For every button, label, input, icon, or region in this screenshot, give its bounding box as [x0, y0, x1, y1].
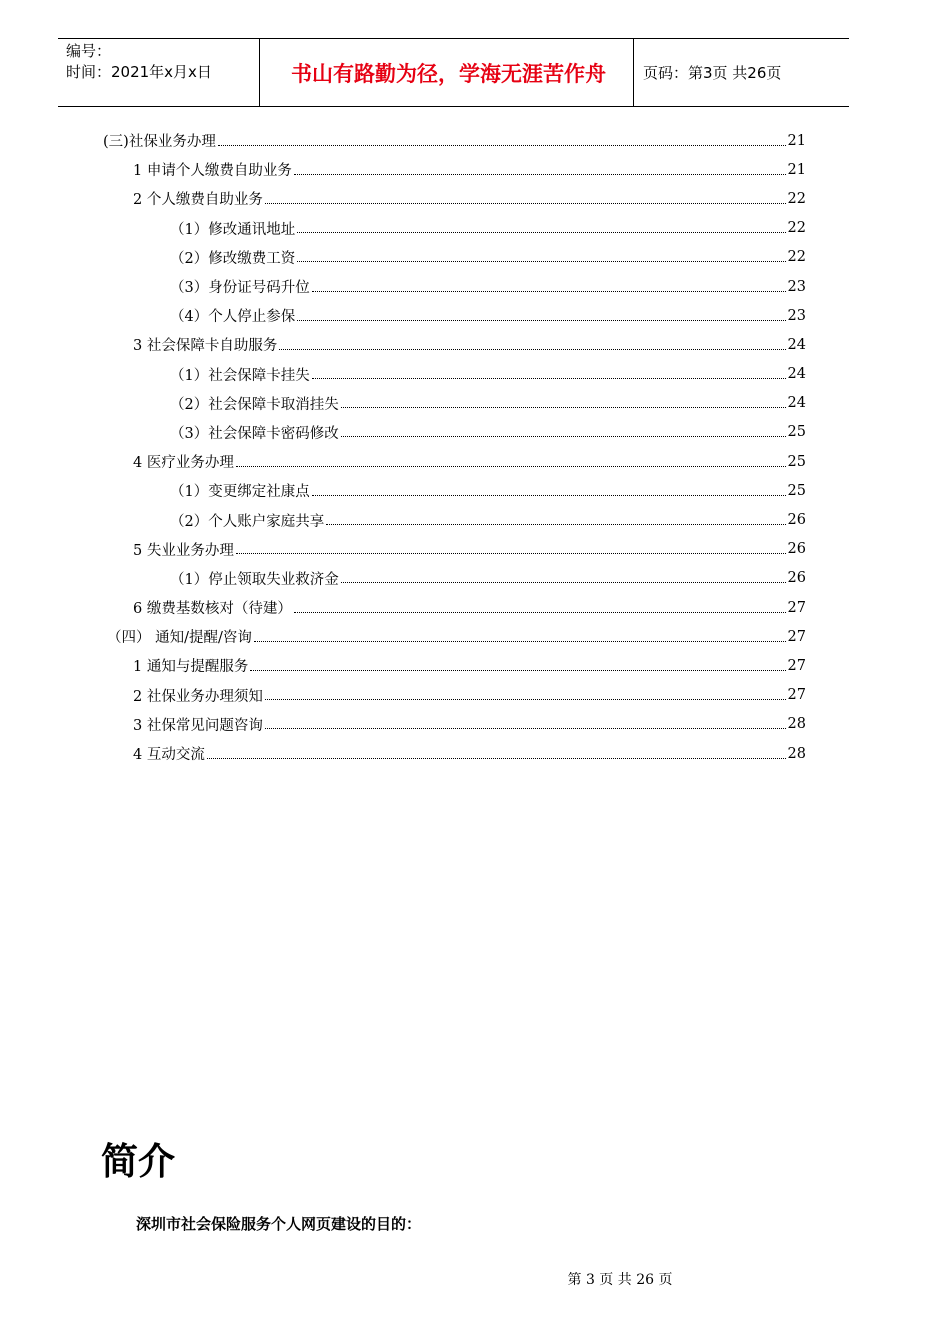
toc-entry-page: 28	[787, 716, 806, 733]
toc-entry-title: （2）社会保障卡取消挂失	[170, 396, 339, 413]
toc-entry-title: 6 缴费基数核对（待建）	[133, 601, 292, 618]
toc-entry[interactable]	[103, 651, 806, 680]
toc-entry-title: 1 申请个人缴费自助业务	[133, 163, 292, 180]
document-number-label: 编号：	[66, 42, 112, 60]
toc-leader-dots	[312, 290, 786, 292]
toc-entry[interactable]	[103, 389, 806, 418]
toc-leader-dots	[312, 494, 786, 496]
toc-entry-title: 3 社会保障卡自助服务	[133, 338, 278, 355]
header-motto: 书山有路勤为径，学海无涯苦作舟	[291, 61, 606, 86]
toc-entry-page: 23	[787, 307, 806, 324]
toc-entry-page: 26	[787, 512, 806, 529]
toc-leader-dots	[265, 727, 786, 729]
toc-entry[interactable]	[103, 622, 806, 651]
toc-leader-dots	[294, 173, 786, 175]
toc-leader-dots	[207, 757, 786, 759]
section-title: 简介	[101, 1140, 175, 1183]
toc-entry-title: （1）变更绑定社康点	[170, 484, 310, 501]
toc-leader-dots	[326, 523, 785, 525]
toc-leader-dots	[341, 435, 786, 437]
toc-entry[interactable]	[103, 476, 806, 505]
toc-entry-title: （1）停止领取失业救济金	[170, 571, 339, 588]
toc-entry-title: 5 失业业务办理	[133, 542, 234, 559]
toc-leader-dots	[341, 581, 786, 583]
toc-leader-dots	[297, 231, 785, 233]
toc-entry[interactable]	[103, 710, 806, 739]
toc-entry-page: 24	[787, 336, 806, 353]
toc-entry-title: 3 社保常见问题咨询	[133, 717, 263, 734]
header-meta	[58, 39, 260, 106]
toc-entry-title: （3）社会保障卡密码修改	[170, 425, 339, 442]
toc-entry-page: 22	[787, 220, 806, 237]
toc-leader-dots	[250, 669, 785, 671]
page-header	[58, 38, 849, 107]
toc-entry-page: 26	[787, 570, 806, 587]
toc-entry-title: (三)社保业务办理	[103, 134, 216, 151]
toc-entry-page: 25	[787, 453, 806, 470]
toc-entry[interactable]	[103, 126, 806, 155]
section-subtitle: 深圳市社会保险服务个人网页建设的目的：	[136, 1215, 422, 1233]
toc-entry-title: （1）修改通讯地址	[170, 221, 296, 238]
toc-leader-dots	[312, 377, 786, 379]
toc-entry-title: （3）身份证号码升位	[170, 280, 310, 297]
page-footer: 第 3 页 共 26 页	[567, 1272, 673, 1288]
toc-entry-page: 21	[787, 132, 806, 149]
toc-entry-title: 2 个人缴费自助业务	[133, 192, 263, 209]
header-page-label: 页码：第3页 共26页	[643, 64, 782, 82]
toc-entry-title: 4 互动交流	[133, 747, 205, 764]
toc-entry-page: 27	[787, 599, 806, 616]
toc-leader-dots	[297, 319, 785, 321]
toc-leader-dots	[297, 260, 785, 262]
toc-entry[interactable]	[103, 155, 806, 184]
toc-entry-page: 28	[787, 745, 806, 762]
toc-entry-page: 22	[787, 190, 806, 207]
table-of-contents	[103, 126, 806, 768]
toc-entry[interactable]	[103, 505, 806, 534]
toc-entry-page: 27	[787, 657, 806, 674]
toc-entry[interactable]	[103, 214, 806, 243]
toc-entry[interactable]	[103, 418, 806, 447]
toc-entry-title: （1）社会保障卡挂失	[170, 367, 310, 384]
toc-entry-title: （四） 通知/提醒/咨询	[107, 630, 252, 647]
toc-entry[interactable]	[103, 184, 806, 213]
toc-leader-dots	[236, 552, 786, 554]
toc-entry[interactable]	[103, 593, 806, 622]
toc-entry[interactable]	[103, 360, 806, 389]
toc-entry[interactable]	[103, 330, 806, 359]
toc-entry[interactable]	[103, 564, 806, 593]
toc-entry[interactable]	[103, 272, 806, 301]
toc-leader-dots	[236, 465, 786, 467]
toc-leader-dots	[294, 611, 786, 613]
toc-leader-dots	[218, 144, 786, 146]
toc-entry-page: 24	[787, 366, 806, 383]
toc-entry[interactable]	[103, 739, 806, 768]
toc-entry-page: 25	[787, 424, 806, 441]
toc-entry-title: （2）个人账户家庭共享	[170, 513, 325, 530]
toc-entry-title: 1 通知与提醒服务	[133, 659, 249, 676]
header-motto-cell	[260, 39, 634, 106]
toc-entry-page: 27	[787, 687, 806, 704]
toc-entry-title: （2）修改缴费工资	[170, 250, 296, 267]
toc-leader-dots	[254, 640, 786, 642]
toc-entry[interactable]	[103, 243, 806, 272]
document-date-label: 时间：2021年x月x日	[66, 63, 212, 81]
toc-entry-page: 25	[787, 482, 806, 499]
toc-entry-page: 23	[787, 278, 806, 295]
toc-entry[interactable]	[103, 681, 806, 710]
toc-entry-title: （4）个人停止参保	[170, 309, 296, 326]
toc-entry[interactable]	[103, 447, 806, 476]
toc-entry-title: 4 医疗业务办理	[133, 455, 234, 472]
toc-entry-page: 26	[787, 541, 806, 558]
toc-entry[interactable]	[103, 301, 806, 330]
toc-entry-title: 2 社保业务办理须知	[133, 688, 263, 705]
toc-leader-dots	[341, 406, 786, 408]
toc-leader-dots	[265, 202, 786, 204]
toc-entry-page: 24	[787, 395, 806, 412]
toc-entry-page: 22	[787, 249, 806, 266]
toc-leader-dots	[265, 698, 786, 700]
toc-entry-page: 21	[787, 161, 806, 178]
header-page-cell	[634, 39, 849, 106]
toc-entry[interactable]	[103, 535, 806, 564]
toc-leader-dots	[279, 348, 785, 350]
toc-entry-page: 27	[787, 628, 806, 645]
